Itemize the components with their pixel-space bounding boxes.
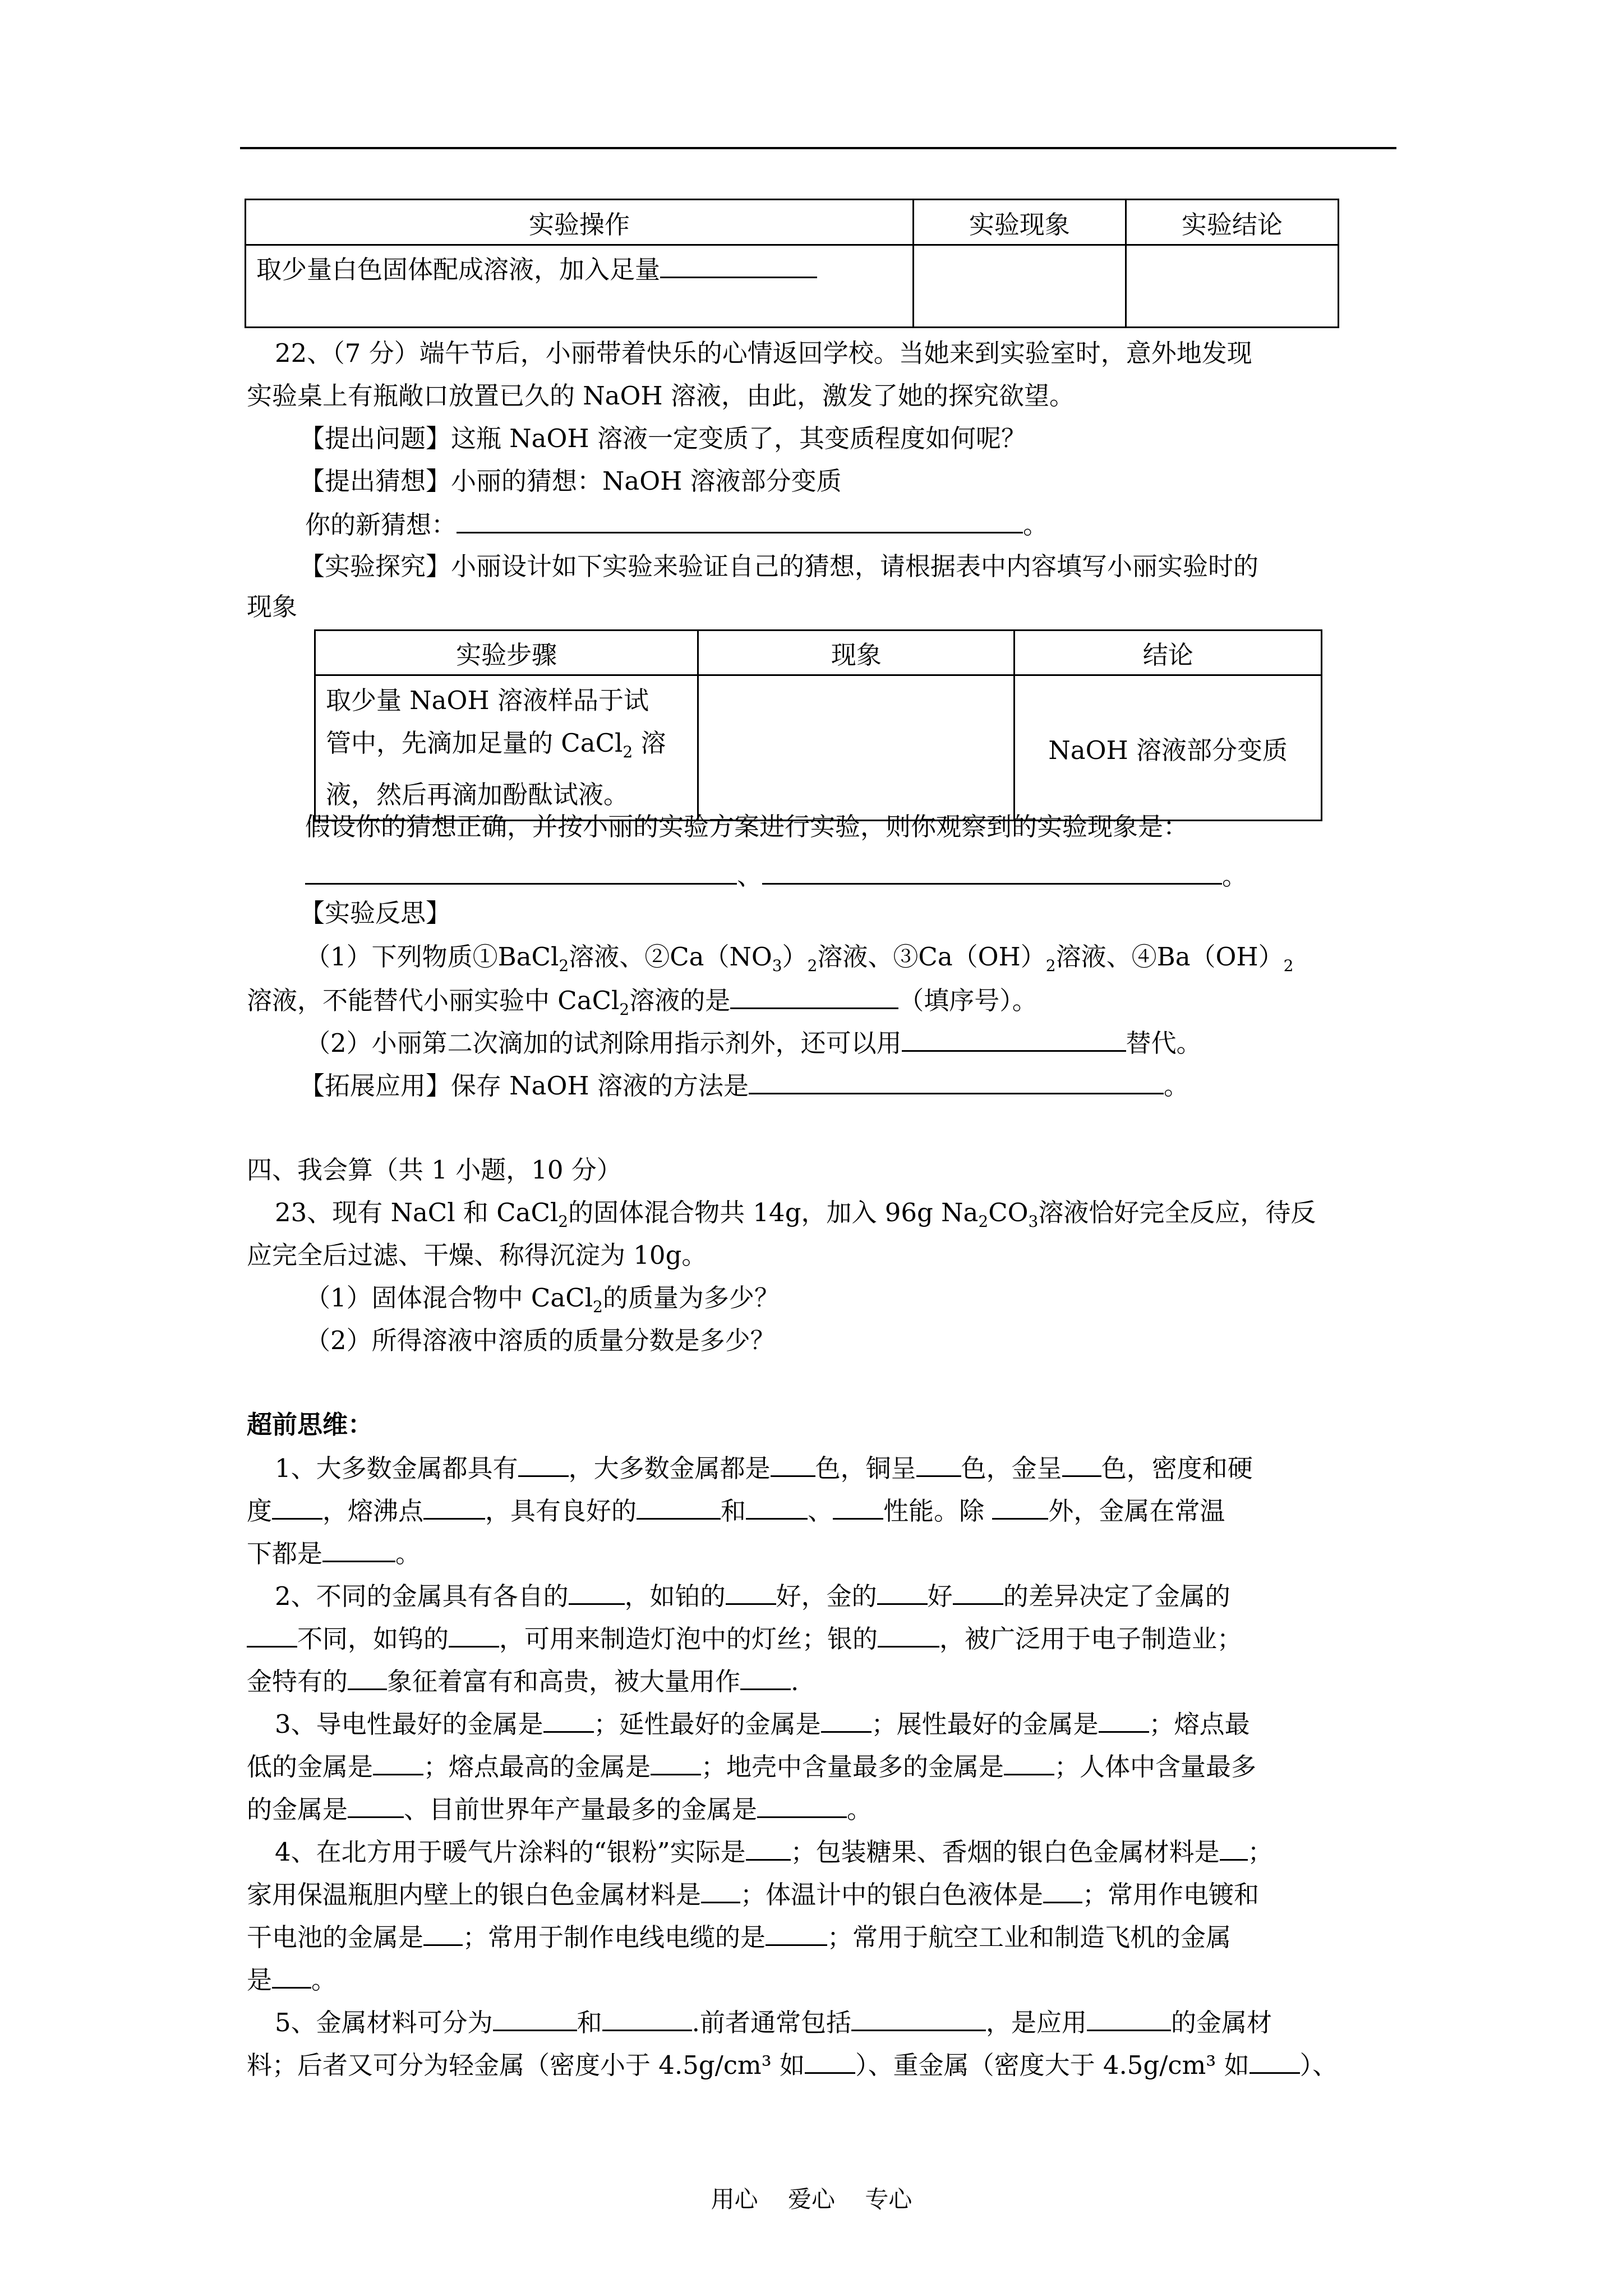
answer-blank[interactable] [771,1451,815,1477]
answer-blank[interactable] [1043,1877,1082,1903]
advance-line: 料；后者又可分为轻金属（密度小于 4.5g/cm³ 如 ）、重金属（密度大于 4.5g/cm³ 如 ）、 [247,2047,1338,2082]
answer-blank[interactable] [726,1579,776,1605]
answer-blank[interactable] [766,1920,827,1946]
q22-intro-line: 22、（7 分）端午节后，小丽带着快乐的心情返回学校。当她来到实验室时，意外地发现 [275,338,1252,368]
answer-blank[interactable] [305,858,737,885]
advance-line: 家用保温瓶胆内壁上的银白色金属材料是 ；体温计中的银白色液体是 ；常用作电镀和 [247,1877,1259,1912]
q22-guess: 【提出猜想】小丽的猜想：NaOH 溶液部分变质 [299,466,842,496]
answer-blank[interactable] [457,507,1023,533]
q22-explore: 【实验探究】小丽设计如下实验来验证自己的猜想，请根据表中内容填写小丽实验时的 [299,551,1259,581]
answer-blank[interactable] [651,1749,701,1775]
table-header-cell: 实验现象 [913,200,1126,245]
table-cell: 取少量 NaOH 溶液样品于试 管中，先滴加足量的 CaCl$_2$ 溶 液，然后再滴加酚酞试液。 [315,675,698,821]
q22-new-guess: 你的新猜想： 。 [305,507,1048,542]
answer-blank[interactable] [493,2005,577,2031]
table-header-cell: 实验结论 [1126,200,1338,245]
advance-line: 2、不同的金属具有各自的 ，如铂的 好，金的 好 的差异决定了金属的 [275,1579,1230,1613]
advance-line: 不同，如钨的 ，可用来制造灯泡中的灯丝；银的 ，被广泛用于电子制造业； [247,1621,1242,1656]
answer-blank[interactable] [851,2005,986,2031]
q23-part: （1）固体混合物中 CaCl$_2$的质量为多少？ [305,1283,780,1316]
answer-blank[interactable] [518,1451,569,1477]
table-row [246,245,1339,328]
experiment-table-2 [314,629,1322,821]
answer-blank[interactable] [1220,1834,1248,1861]
answer-blank[interactable] [569,1579,625,1605]
answer-blank[interactable] [902,1025,1126,1052]
answer-blank[interactable] [373,1749,423,1775]
answer-blank[interactable] [749,1068,1164,1094]
answer-blank[interactable] [878,1621,939,1648]
advance-title: 超前思维： [247,1410,374,1439]
advance-line: 低的金属是 ；熔点最高的金属是 ；地壳中含量最多的金属是 ；人体中含量最多 [247,1749,1256,1784]
answer-blank[interactable] [1099,1706,1149,1733]
table-header-row [315,631,1322,675]
answer-blank[interactable] [602,2005,692,2031]
answer-blank[interactable] [740,1664,791,1690]
table-cell[interactable] [698,675,1015,821]
table-header-cell: 现象 [698,631,1015,675]
answer-blank[interactable] [757,1792,847,1818]
q22-extend: 【拓展应用】保存 NaOH 溶液的方法是 。 [299,1068,1189,1103]
q22-question: 【提出问题】这瓶 NaOH 溶液一定变质了，其变质程度如何呢？ [299,424,1026,453]
table-cell: 取少量白色固体配成溶液，加入足量 [246,245,914,328]
table-header-row [246,200,1339,245]
table-header-cell: 实验操作 [246,200,914,245]
answer-blank[interactable] [1004,1749,1054,1775]
answer-blank[interactable] [762,858,1222,885]
advance-line: 干电池的金属是 ；常用于制作电线电缆的是 ；常用于航空工业和制造飞机的金属 [247,1920,1231,1954]
answer-blank[interactable] [916,1451,961,1477]
answer-blank[interactable] [833,1493,883,1520]
table-header-cell: 实验步骤 [315,631,698,675]
answer-blank[interactable] [543,1706,594,1733]
answer-blank[interactable] [730,983,898,1009]
advance-line: 5、金属材料可分为 和 .前者通常包括 ，是应用 的金属材 [275,2005,1272,2040]
table-cell: NaOH 溶液部分变质 [1015,675,1322,821]
q23-part: （2）所得溶液中溶质的质量分数是多少？ [305,1326,776,1355]
table-row [315,675,1322,821]
answer-blank[interactable] [821,1706,872,1733]
answer-blank[interactable] [746,1493,808,1520]
answer-blank[interactable] [272,1962,311,1989]
page-footer: 用心 爱心 专心 [711,2185,912,2213]
answer-blank[interactable] [1249,2047,1300,2074]
q23-line: 23、现有 NaCl 和 CaCl$_2$的固体混合物共 14g，加入 96g $Na_2CO_3$溶液恰好完全反应，待反 [275,1198,1316,1231]
q22-reflect-2: （2）小丽第二次滴加的试剂除用指示剂外，还可以用 替代。 [305,1025,1202,1060]
answer-blank[interactable] [348,1664,387,1690]
answer-blank[interactable] [1062,1451,1101,1477]
q23-line: 应完全后过滤、干燥、称得沉淀为 10g。 [247,1240,707,1270]
table-header-cell: 结论 [1015,631,1322,675]
answer-blank[interactable] [953,1579,1003,1605]
advance-line: 3、导电性最好的金属是 ；延性最好的金属是 ；展性最好的金属是 ；熔点最 [275,1706,1250,1741]
q22-intro-line: 实验桌上有瓶敞口放置已久的 NaOH 溶液，由此，激发了她的探究欲望。 [247,381,1075,411]
table-cell[interactable] [913,245,1126,328]
answer-blank[interactable] [322,1536,395,1562]
q22-assume-blanks: 、 。 [305,858,1247,893]
answer-blank[interactable] [992,1493,1048,1520]
answer-blank[interactable] [660,252,817,278]
q22-explore: 现象 [247,592,298,622]
section4-title: 四、我会算（共 1 小题，10 分） [247,1155,622,1185]
answer-blank[interactable] [272,1493,322,1520]
answer-blank[interactable] [423,1920,463,1946]
q22-reflect-1b: 溶液，不能替代小丽实验中 CaCl$_2$溶液的是 （填序号）。 [247,983,1038,1027]
answer-blank[interactable] [449,1621,499,1648]
answer-blank[interactable] [877,1579,928,1605]
answer-blank[interactable] [423,1493,485,1520]
answer-blank[interactable] [805,2047,855,2074]
q22-assume: 假设你的猜想正确，并按小丽的实验方案进行实验，则你观察到的实验现象是： [305,812,1189,841]
answer-blank[interactable] [746,1834,791,1861]
advance-line: 下都是 。 [247,1536,421,1571]
advance-line: 度 ，熔沸点 ，具有良好的 和 、 性能。除 外，金属在常温 [247,1493,1225,1528]
answer-blank[interactable] [637,1493,721,1520]
answer-blank[interactable] [348,1792,404,1818]
q22-reflect: 【实验反思】 [299,898,451,928]
answer-blank[interactable] [247,1621,297,1648]
advance-line: 的金属是 、目前世界年产量最多的金属是 。 [247,1792,872,1826]
q22-reflect-1: （1）下列物质①BaCl$_2$溶液、$②Ca(NO_3)_2$溶液、$③Ca(OH)_2$溶液、$④Ba(OH)_2$ [305,942,1294,975]
advance-line: 是 。 [247,1962,336,1997]
advance-line: 1、大多数金属都具有 ，大多数金属都是 色，铜呈 色，金呈 色，密度和硬 [275,1451,1253,1485]
advance-line: 4、在北方用于暖气片涂料的“银粉”实际是 ；包装糖果、香烟的银白色金属材料是 ； [275,1834,1273,1869]
answer-blank[interactable] [1087,2005,1171,2031]
experiment-table-1 [245,199,1339,328]
table-cell[interactable] [1126,245,1338,328]
advance-line: 金特有的 象征着富有和高贵，被大量用作 . [247,1664,799,1699]
answer-blank[interactable] [701,1877,740,1903]
header-rule [240,147,1396,149]
